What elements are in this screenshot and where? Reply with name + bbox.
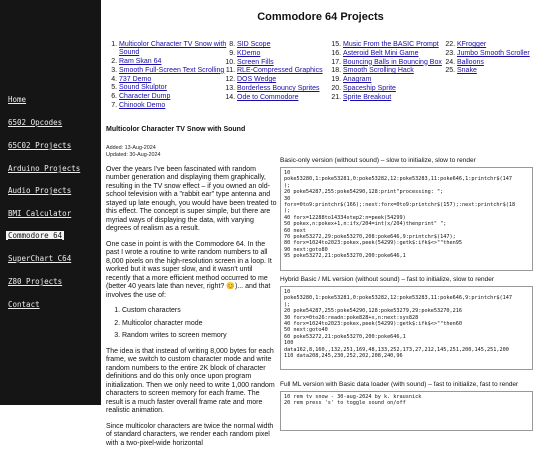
toc-link[interactable]: Character Dump [119,93,171,101]
toc-link[interactable]: DOS Wedge [237,76,277,84]
toc-link[interactable]: Bouncing Balls in Bouncing Box [343,58,442,66]
article-paragraph: Over the years I've been fascinated with random number generation and displaying them graphically, resulting in the TV snow effect – if you owned an old-school television with a "rabbit ear" type antenna and stayed up late enough, you would have been treated to this effect. The concept is super simple, but there are myriad ways of displaying the data, with varying degrees of realism as a result. [106,165,277,232]
toc-link[interactable]: Asteroid Belt Mini Game [343,49,419,57]
toc-link[interactable]: KFrogger [457,41,487,48]
toc-column-1 [103,41,237,111]
toc-item [343,85,458,93]
toc-item [343,76,458,84]
code-block-title: Basic-only version (without sound) – slow to initialize, slow to render [280,157,476,164]
toc-link[interactable]: Sprite Breakout [343,93,392,101]
toc-item [119,58,237,66]
toc-link[interactable]: Ode to Commodore [237,93,299,101]
code-block-title: Full ML version with Basic data loader (with sound) – fast to initialize, fast to render [280,381,519,388]
article [106,126,278,455]
toc-link[interactable]: Snake [457,67,477,75]
technique-list [106,307,278,341]
toc-link[interactable]: Anagram [343,76,372,84]
toc-item [119,67,237,75]
sidebar-item-bmi-calculator[interactable]: BMI Calculator [8,209,72,218]
toc-link[interactable]: Multicolor Character TV Snow with Sound [119,41,227,57]
toc-item [343,94,458,102]
article-paragraph: The idea is that instead of writing 8,000 bytes for each frame, we switch to custom character mode and write random numbers to the entire 2K block of character definitions and do this only once upon program initialization. Then we only need to write 1,000 random characters to screen memory for each frame. The result is a much faster overall frame rate and more realistic animation. [106,347,275,414]
list-item: 1. Custom characters [122,307,278,316]
article-dates [106,145,278,159]
sidebar-item-contact[interactable]: Contact [8,300,40,309]
sidebar-item-home[interactable]: Home [8,95,27,104]
added-date: Added: 13-Aug-2024 [106,144,156,151]
toc-item [119,76,237,84]
code-textarea[interactable]: 10 poke53280,1:poke53281,0:poke53282,12:poke53283,11:poke646,1:printchr$(147 ); 20 poke54287,255:poke54290,128:print"processing: "; 30 forx=0to9:printchr$(166);:next:forx=0to9:printchr$(157);:next:printchr$(18 ); 40 forx=12288to14334step2:n=peek(54299) 50 pokex,n:pokex+1,n:ifx/204=int(x/204)thenprint" "; 60 next 70 poke53272,29:poke53270,208:poke646,9:printchr$(147); 80 forx=1024to2023:pokex,peek(54299):getk$:ifk$<>""then95 90 next:goto80 95 poke53272,21:poke53270,200:poke646,1 [280,167,533,271]
sidebar-item-65c02-projects[interactable]: 65C02 Projects [8,141,72,150]
sidebar-item-audio-projects[interactable]: Audio Projects [8,186,72,195]
sidebar-item-arduino-projects[interactable]: Arduino Projects [8,164,81,173]
toc-column-4 [441,41,556,76]
article-paragraph: One case in point is with the Commodore 64. In the past I wrote a routine to write random numbers to all 8,000 pixels on the high-resolution screen in a loop. It worked but it was super slow, and it wasn't until recently that a more efficient method occurred to me (better 40 years late than never, right? 😊)... and that involves the use of: [106,240,272,299]
toc-item [457,59,556,67]
toc-item [119,102,237,110]
toc-link[interactable]: KDemo [237,49,261,57]
toc-item [119,93,237,101]
list-item: 2. Multicolor character mode [122,320,278,329]
toc-item [457,50,556,58]
toc-item [119,84,237,92]
toc-link[interactable]: Jumbo Smooth Scroller [457,49,530,57]
code-block-hybrid [280,276,533,370]
sidebar-item-6502-opcodes[interactable]: 6502 Opcodes [8,118,63,127]
toc-link[interactable]: Balloons [457,58,484,66]
toc-link[interactable]: SID Scope [237,41,271,48]
toc-link[interactable]: Music From the BASIC Prompt [343,41,439,48]
page-title: Commodore 64 Projects [257,11,384,23]
sidebar-item-z80-projects[interactable]: Z80 Projects [8,277,63,286]
toc-link[interactable]: Sound Skulptor [119,84,167,92]
sidebar-item-commodore-64[interactable]: Commodore 64 [8,231,63,240]
article-paragraph: Since multicolor characters are twice the normal width of standard characters, we render each random pixel with a two-pixel-wide horizontal [106,422,274,447]
toc-link[interactable]: Smooth Full-Screen Text Scrolling [119,66,225,74]
code-block-title: Hybrid Basic / ML version (without sound) – fast to initialize, slow to render [280,276,494,283]
toc-link[interactable]: Chinook Demo [119,101,166,109]
toc-link[interactable]: Smooth Scrolling Hack [343,67,414,75]
toc-column-3 [327,41,458,103]
toc-link[interactable]: Spaceship Sprite [343,84,396,92]
list-item: 3. Random writes to screen memory [122,332,278,341]
code-block-basic-only [280,157,533,271]
main-content [101,0,540,447]
toc-link[interactable]: 737 Demo [119,75,152,83]
toc-link[interactable]: Borderless Bouncy Sprites [237,84,320,92]
toc-link[interactable]: RLE-Compressed Graphics [237,67,323,75]
code-block-full-ml [280,381,533,431]
toc-item [457,67,556,75]
sidebar [0,0,101,405]
toc-link[interactable]: Ram Skan 64 [119,58,162,65]
toc-link[interactable]: Screen Fills [237,58,274,66]
toc-item [457,41,556,49]
updated-date: Updated: 30-Aug-2024 [106,151,161,158]
sidebar-item-superchart-c64[interactable]: SuperChart C64 [8,254,72,263]
toc-item [119,41,237,57]
code-textarea[interactable]: 10 poke53280,1:poke53281,0:poke53282,12:poke53283,11:poke646,9:printchr$(147 ); 20 poke54287,255:poke54290,128:poke53279,29:poke53270,216 30 forx=0to26:readn:poke828+x,n:next:sys828 40 forx=1024to2023:pokex,peek(54299):getk$:ifk$<>""then60 50 next:goto40 60 poke53272,21:poke53270,200:poke646,1 100 data162,8,160,,132,251,169,48,133,252,173,27,212,145,251,200,145,251,200 110 data208,245,230,252,202,208,240,96 [280,286,533,370]
code-textarea[interactable]: 10 rem tv snow - 30-aug-2024 by k. krausnick 20 rem press 's' to toggle sound on/off [280,391,533,431]
article-heading: Multicolor Character TV Snow with Sound [106,126,246,133]
